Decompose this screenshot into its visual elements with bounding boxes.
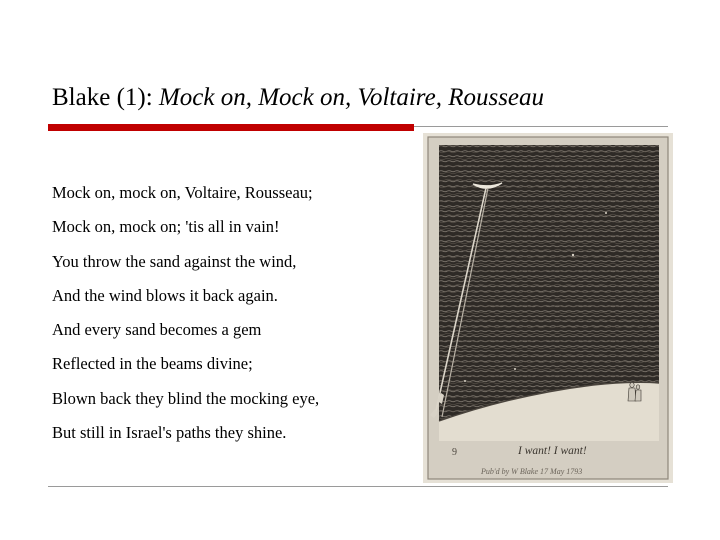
engraving-caption: I want! I want! [518, 445, 587, 457]
poem-line: Mock on, mock on, Voltaire, Rousseau; [52, 183, 313, 202]
plate-number: 9 [452, 447, 457, 458]
poem-line: You throw the sand against the wind, [52, 251, 297, 271]
title-prefix: Blake (1): [52, 84, 159, 111]
engraving-imprint: Pub'd by W Blake 17 May 1793 [481, 467, 583, 476]
poem-body [52, 176, 319, 450]
poem-line: And every sand becomes a gem [52, 320, 262, 340]
poem-line: Mock on, mock on; 'tis all in vain! [52, 217, 280, 237]
title-italic: Mock on, Mock on, Voltaire, Rousseau [158, 84, 545, 111]
poem-line: Blown back they blind the mocking eye, [52, 388, 320, 408]
poem-line: And the wind blows it back again. [52, 285, 278, 305]
footer-divider [48, 486, 668, 487]
slide-title [52, 84, 544, 112]
engraving-image [423, 133, 673, 483]
poem-line: But still in Israel's paths they shine. [52, 423, 287, 443]
poem-line: Reflected in the beams divine; [52, 354, 253, 374]
title-accent-bar [48, 124, 414, 131]
